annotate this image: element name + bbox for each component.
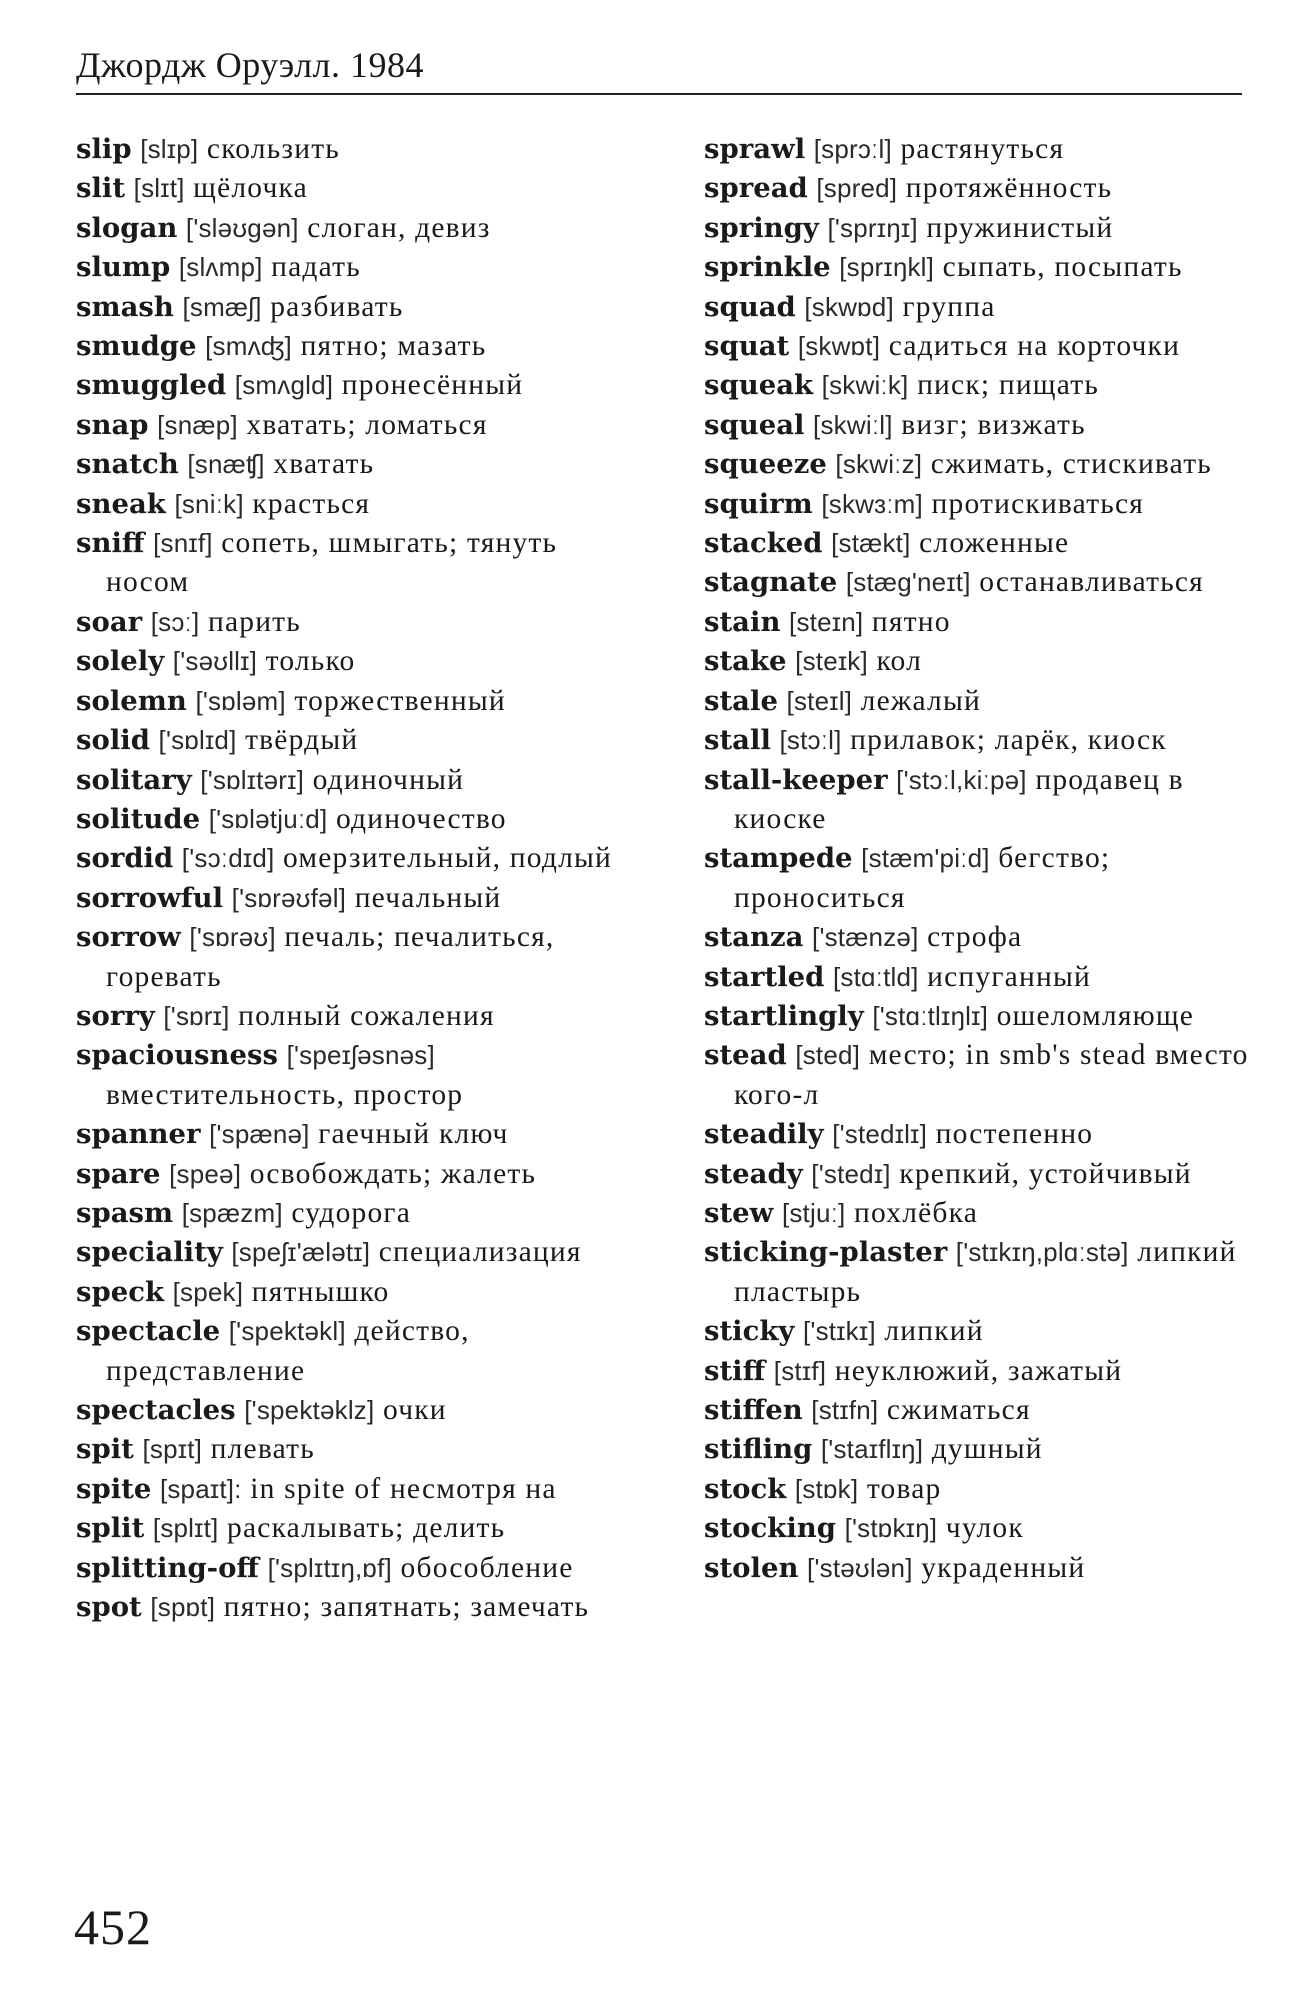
headword: stead <box>704 1039 787 1072</box>
transcription: [stɒk] <box>794 1473 859 1504</box>
glossary-entry <box>76 800 636 839</box>
transcription: [snɪf] <box>153 528 213 559</box>
definition: прилавок; ларёк, киоск <box>850 724 1167 757</box>
definition: липкий <box>884 1315 984 1348</box>
definition: печаль; печалиться, горевать <box>106 921 555 993</box>
headword: startlingly <box>704 999 864 1032</box>
definition: очки <box>383 1394 447 1426</box>
headword: solely <box>76 645 165 678</box>
headword: speck <box>76 1275 165 1308</box>
headword: sorrow <box>76 921 181 954</box>
headword: sniff <box>76 527 145 560</box>
definition: визг; визжать <box>901 408 1086 441</box>
transcription: ['stɪkɪ] <box>803 1316 876 1347</box>
transcription: [spɒt] <box>150 1592 216 1623</box>
glossary-entry <box>76 445 636 484</box>
transcription: [spred] <box>816 173 898 204</box>
glossary-entry <box>704 642 1264 681</box>
headword: springy <box>704 211 819 244</box>
transcription: ['stɪkɪŋ,plɑːstə] <box>955 1237 1129 1268</box>
transcription: [sɔː] <box>150 606 200 637</box>
headword: steadily <box>704 1118 824 1151</box>
definition: липкий пластырь <box>734 1236 1237 1308</box>
glossary-entry <box>76 1115 636 1154</box>
headword: smuggled <box>76 369 227 402</box>
glossary-entry <box>704 406 1264 445</box>
definition: действо, представление <box>106 1315 470 1387</box>
headword: stale <box>704 684 778 717</box>
headword: sorrowful <box>76 881 224 914</box>
glossary-entry <box>76 1233 636 1272</box>
definition: место; in smb's stead вместо кого-л <box>734 1039 1249 1111</box>
transcription: [spɪt] <box>142 1434 203 1465</box>
glossary-entry <box>704 327 1264 366</box>
definition: хватать <box>273 448 375 481</box>
transcription: [slʌmp] <box>178 252 263 283</box>
definition: красться <box>252 487 371 520</box>
headword: sprawl <box>704 133 806 165</box>
definition: растянуться <box>900 133 1065 165</box>
glossary-entry <box>704 524 1264 563</box>
headword: spread <box>704 172 808 205</box>
glossary-entry <box>704 288 1264 327</box>
glossary-entry <box>76 248 636 287</box>
transcription: [steɪl] <box>786 685 853 716</box>
headword: smudge <box>76 330 197 363</box>
glossary-entry <box>76 1549 636 1588</box>
headword: stacked <box>704 527 823 560</box>
transcription: ['stɑːtlɪŋlɪ] <box>872 1000 988 1031</box>
definition: протяжённость <box>905 172 1113 205</box>
headword: stain <box>704 605 781 638</box>
transcription: ['spænə] <box>209 1119 310 1150</box>
headword: stall-keeper <box>704 763 888 796</box>
glossary-entry <box>76 1588 636 1627</box>
headword: smash <box>76 290 174 323</box>
headword: slump <box>76 251 171 284</box>
definition: крепкий, устойчивый <box>899 1157 1192 1190</box>
transcription: ['stɔːl,kiːpə] <box>896 764 1027 795</box>
headword: stifling <box>704 1433 813 1466</box>
transcription: ['sɔːdɪd] <box>181 843 275 874</box>
definition: торжественный <box>294 684 506 717</box>
definition: душный <box>931 1433 1043 1466</box>
transcription: ['stedɪlɪ] <box>832 1119 928 1150</box>
definition: раскалывать; делить <box>227 1512 506 1545</box>
headword: squeeze <box>704 448 827 481</box>
headword: squat <box>704 330 790 363</box>
glossary-column-right <box>704 130 1264 1588</box>
definition: пружинистый <box>926 211 1114 244</box>
headword: sneak <box>76 487 166 520</box>
transcription: ['sləʊgən] <box>185 212 299 243</box>
definition: украденный <box>921 1551 1086 1584</box>
definition: чулок <box>945 1512 1024 1545</box>
headword: spot <box>76 1591 142 1624</box>
transcription: [stjuː] <box>781 1197 846 1228</box>
definition: протискиваться <box>931 487 1145 520</box>
transcription: [skwɒd] <box>804 291 894 322</box>
glossary-entry <box>704 1549 1264 1588</box>
glossary-entry <box>704 1509 1264 1548</box>
headword: snap <box>76 408 149 441</box>
glossary-entry <box>76 839 636 878</box>
glossary-entry <box>704 1312 1264 1351</box>
definition: сыпать, посыпать <box>942 251 1183 284</box>
transcription: [smæʃ] <box>182 291 262 322</box>
headword: stall <box>704 724 771 757</box>
transcription: [skwiːz] <box>835 449 923 480</box>
transcription: ['sɒlətjuːd] <box>208 803 328 834</box>
definition: пятно; мазать <box>300 330 487 363</box>
glossary-entry <box>76 761 636 800</box>
glossary-entry <box>76 1273 636 1312</box>
definition: сжиматься <box>886 1394 1031 1426</box>
transcription: [skwɜːm] <box>821 488 923 519</box>
glossary-entry <box>704 1470 1264 1509</box>
definition: строфа <box>927 921 1023 954</box>
definition: полный сожаления <box>238 999 495 1032</box>
glossary-entry <box>76 1155 636 1194</box>
glossary-entry <box>76 130 636 169</box>
definition: плевать <box>210 1433 315 1466</box>
glossary-entry <box>76 603 636 642</box>
definition: останавливаться <box>979 566 1204 599</box>
transcription: ['speɪʃəsnəs] <box>286 1040 435 1071</box>
transcription: [smʌʤ] <box>205 331 292 362</box>
definition: разбивать <box>270 290 404 323</box>
transcription: ['sɒrəʊ] <box>189 922 276 953</box>
transcription: [stækt] <box>831 528 911 559</box>
glossary-entry <box>76 406 636 445</box>
headword: stampede <box>704 842 853 875</box>
headword: solitude <box>76 802 201 835</box>
definition: хватать; ломаться <box>246 408 488 441</box>
glossary-entry <box>704 1115 1264 1154</box>
transcription: [stæg'neɪt] <box>845 567 971 598</box>
transcription: ['səʊllɪ] <box>172 646 258 677</box>
transcription: [snæp] <box>157 409 238 440</box>
glossary-entry <box>704 1352 1264 1391</box>
glossary-entry <box>704 248 1264 287</box>
headword: solid <box>76 724 150 757</box>
transcription: ['spektəklz] <box>244 1395 375 1425</box>
transcription: [skwiːl] <box>813 409 893 440</box>
definition: только <box>265 645 356 678</box>
definition: бегство; проноситься <box>734 842 1111 914</box>
transcription: [snæʧ] <box>187 449 265 480</box>
glossary-entry <box>704 1155 1264 1194</box>
transcription: [steɪn] <box>789 606 864 637</box>
transcription: [sprɔːl] <box>813 134 892 164</box>
transcription: [stɪf] <box>773 1355 827 1386</box>
glossary-entry <box>76 1430 636 1469</box>
headword: stew <box>704 1196 774 1229</box>
glossary-entry <box>704 130 1264 169</box>
transcription: ['stænzə] <box>812 922 919 953</box>
glossary-entry <box>704 997 1264 1036</box>
headword: startled <box>704 960 825 993</box>
glossary-entry <box>704 1036 1264 1115</box>
glossary-entry <box>76 366 636 405</box>
transcription: [slɪt] <box>133 173 185 204</box>
running-head-title: Джордж Оруэлл. 1984 <box>76 45 425 85</box>
glossary-entry <box>704 603 1264 642</box>
page-number: 452 <box>74 1899 152 1955</box>
definition: специализация <box>378 1236 582 1269</box>
definition: одиночный <box>312 763 465 796</box>
glossary-entry <box>704 1391 1264 1430</box>
definition: одиночество <box>335 802 507 835</box>
headword: stiff <box>704 1354 766 1387</box>
headword: sordid <box>76 842 174 875</box>
transcription: [splɪt] <box>152 1513 219 1544</box>
transcription: [smʌgld] <box>234 370 334 401</box>
glossary-entry <box>76 997 636 1036</box>
headword: slip <box>76 133 132 165</box>
headword: spit <box>76 1433 134 1466</box>
headword: soar <box>76 605 143 638</box>
headword: steady <box>704 1157 803 1190</box>
transcription: [stɑːtld] <box>832 961 919 992</box>
headword: stiffen <box>704 1394 803 1426</box>
headword: stagnate <box>704 566 838 599</box>
headword: squad <box>704 290 796 323</box>
definition: неуклюжий, зажатый <box>834 1354 1123 1387</box>
glossary-entry <box>704 721 1264 760</box>
glossary-entry <box>76 524 636 603</box>
headword: spectacle <box>76 1315 221 1348</box>
transcription: ['spektəkl] <box>228 1316 346 1347</box>
transcription: [sted] <box>795 1040 861 1071</box>
headword: snatch <box>76 448 179 481</box>
headword: sticking-plaster <box>704 1236 948 1269</box>
glossary-entry <box>704 445 1264 484</box>
glossary-entry <box>76 879 636 918</box>
headword: split <box>76 1512 145 1545</box>
headword: stocking <box>704 1512 836 1545</box>
transcription: ['stəʊlən] <box>807 1552 913 1583</box>
headword: squirm <box>704 487 813 520</box>
transcription: [speʃɪ'ælətɪ] <box>231 1237 371 1268</box>
glossary-entry <box>76 721 636 760</box>
transcription: [steɪk] <box>795 646 868 677</box>
glossary-entry <box>704 1430 1264 1469</box>
headword: spare <box>76 1157 161 1190</box>
headword: stolen <box>704 1551 799 1584</box>
transcription: [speə] <box>169 1158 242 1189</box>
glossary-entry <box>76 1194 636 1233</box>
headword: spaciousness <box>76 1039 278 1072</box>
headword: slogan <box>76 211 178 244</box>
transcription: ['sɒrɪ] <box>163 1000 230 1031</box>
glossary-entry <box>76 209 636 248</box>
headword: spectacles <box>76 1394 236 1426</box>
glossary-entry <box>76 642 636 681</box>
glossary-entry <box>704 563 1264 602</box>
definition: испуганный <box>927 960 1091 993</box>
headword: sticky <box>704 1315 795 1348</box>
transcription: [spek] <box>172 1276 244 1307</box>
glossary-entry <box>704 761 1264 840</box>
transcription: [sniːk] <box>174 488 244 519</box>
glossary-entry <box>704 169 1264 208</box>
transcription: ['sɒlɪtərɪ] <box>200 764 304 795</box>
glossary-entry <box>76 1509 636 1548</box>
header-rule <box>76 93 1242 95</box>
glossary-entry <box>76 918 636 997</box>
headword: solemn <box>76 684 187 717</box>
headword: solitary <box>76 763 192 796</box>
transcription: ['sɒləm] <box>195 685 286 716</box>
definition: ошеломляюще <box>996 999 1195 1032</box>
transcription: [slɪp] <box>140 134 199 164</box>
definition: пятно; запятнать; замечать <box>223 1591 590 1624</box>
glossary-entry <box>704 839 1264 918</box>
definition: садиться на корточки <box>888 330 1181 363</box>
definition: пронесённый <box>341 369 524 402</box>
transcription: [skwɒt] <box>797 331 881 362</box>
transcription: ['splɪtɪŋ,ɒf] <box>267 1552 392 1583</box>
definition: щёлочка <box>193 172 308 205</box>
headword: splitting-off <box>76 1551 260 1584</box>
headword: spite <box>76 1472 152 1505</box>
definition: судорога <box>291 1196 412 1229</box>
headword: stake <box>704 645 787 678</box>
transcription: ['stedɪ] <box>811 1158 891 1189</box>
glossary-entry <box>76 1312 636 1391</box>
transcription: ['staɪflɪŋ] <box>820 1434 924 1465</box>
definition: падать <box>271 251 361 284</box>
transcription: [stæm'piːd] <box>861 843 990 874</box>
definition: омерзительный, подлый <box>283 842 613 875</box>
glossary-entry <box>704 485 1264 524</box>
glossary-entry <box>704 918 1264 957</box>
glossary-entry <box>76 682 636 721</box>
headword: squeal <box>704 408 805 441</box>
transcription: [spæzm] <box>181 1197 283 1228</box>
glossary-entry <box>76 1470 636 1509</box>
definition: вместительность, простор <box>106 1078 464 1111</box>
headword: spasm <box>76 1196 174 1229</box>
definition: лежалый <box>860 684 981 717</box>
definition: гаечный ключ <box>318 1118 509 1151</box>
glossary-entry <box>76 485 636 524</box>
transcription: [stɪfn] <box>811 1395 879 1425</box>
glossary-entry <box>76 288 636 327</box>
glossary-entry <box>704 682 1264 721</box>
definition: писк; пищать <box>917 369 1099 402</box>
transcription: [sprɪŋkl] <box>839 252 935 283</box>
definition: пятно <box>871 605 951 638</box>
definition: группа <box>902 290 996 323</box>
definition: сложенные <box>919 527 1070 560</box>
headword: spanner <box>76 1118 201 1151</box>
definition: постепенно <box>935 1118 1094 1151</box>
headword: speciality <box>76 1236 223 1269</box>
headword: sorry <box>76 999 155 1032</box>
glossary-entry <box>704 366 1264 405</box>
transcription: [spaɪt]: <box>159 1473 242 1504</box>
definition: скользить <box>206 133 340 165</box>
definition: кол <box>876 645 923 678</box>
headword: stock <box>704 1472 787 1505</box>
headword: stanza <box>704 921 804 954</box>
definition: похлёбка <box>854 1196 979 1229</box>
transcription: ['stɒkɪŋ] <box>844 1513 938 1544</box>
transcription: [stɔːl] <box>779 725 842 756</box>
glossary-entry <box>76 1036 636 1115</box>
definition: освобождать; жалеть <box>249 1157 537 1190</box>
definition: in spite of несмотря на <box>250 1472 557 1505</box>
transcription: ['sɒrəʊfəl] <box>231 882 347 913</box>
transcription: [skwiːk] <box>821 370 909 401</box>
transcription: ['sɒlɪd] <box>158 725 237 756</box>
headword: squeak <box>704 369 814 402</box>
transcription: ['sprɪŋɪ] <box>827 212 918 243</box>
glossary-entry <box>76 169 636 208</box>
glossary-column-left <box>76 130 636 1627</box>
glossary-entry <box>704 209 1264 248</box>
definition: сопеть, шмыгать; тянуть носом <box>106 527 558 599</box>
glossary-entry <box>704 1194 1264 1233</box>
glossary-entry <box>76 327 636 366</box>
definition: товар <box>866 1472 942 1505</box>
headword: sprinkle <box>704 251 831 284</box>
definition: обособление <box>400 1551 574 1584</box>
glossary-entry <box>704 1233 1264 1312</box>
headword: slit <box>76 172 126 205</box>
definition: пятнышко <box>251 1275 390 1308</box>
definition: слоган, девиз <box>307 211 491 244</box>
glossary-entry <box>704 958 1264 997</box>
definition: парить <box>207 605 301 638</box>
glossary-entry <box>76 1391 636 1430</box>
definition: сжимать, стискивать <box>930 448 1212 481</box>
definition: твёрдый <box>245 724 359 757</box>
definition: печальный <box>354 881 502 914</box>
definition: продавец в киоске <box>734 763 1184 835</box>
